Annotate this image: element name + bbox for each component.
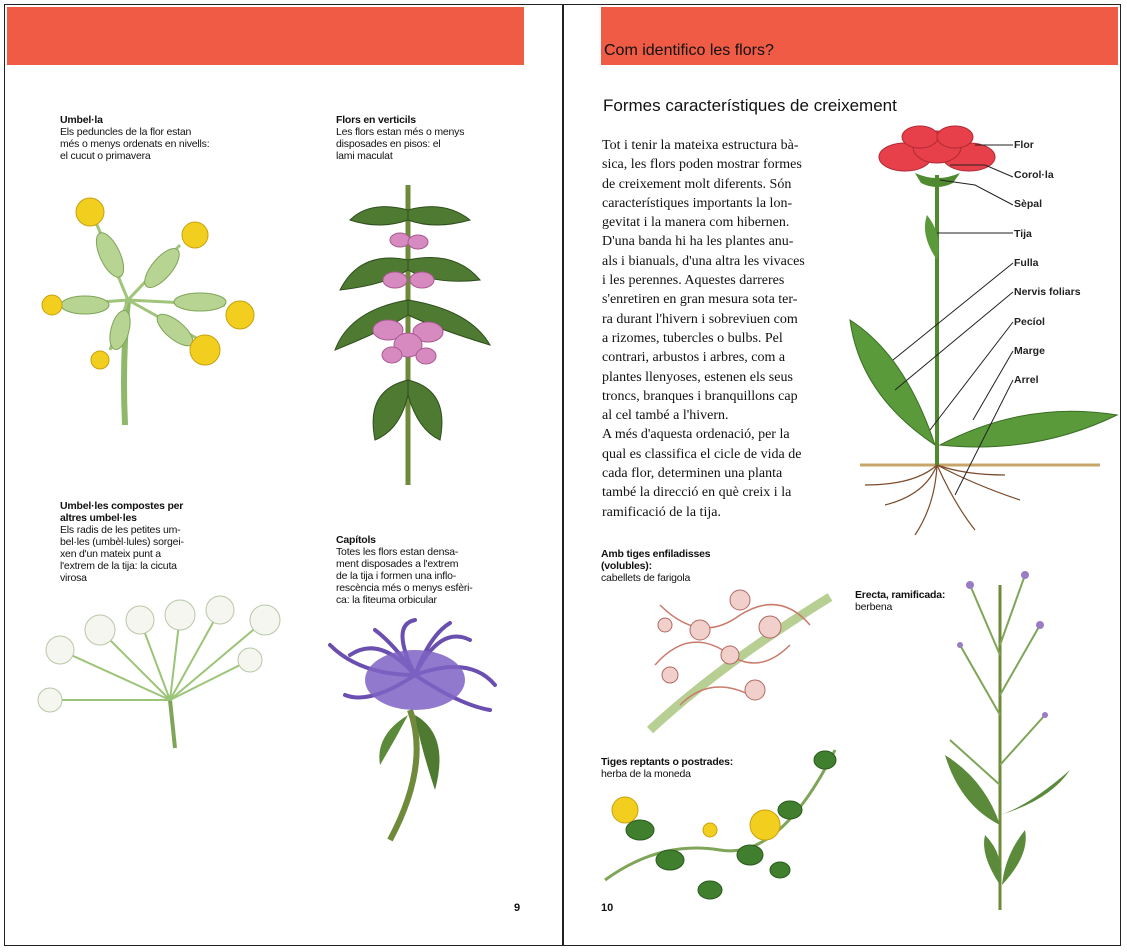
caption-umbeles-compostes <box>60 500 184 584</box>
body-line: de creixement molt diferents. Són <box>602 176 792 192</box>
header-title: Com identifico les flors? <box>604 42 774 59</box>
label-arrel: Arrel <box>1014 374 1039 386</box>
caption-line: rescència més o menys esfèri- <box>336 582 473 594</box>
label-nervis-foliars: Nervis foliars <box>1014 286 1081 298</box>
caption-line: de la tija i formen una inflo- <box>336 570 457 582</box>
caption-line: Els peduncles de la flor estan <box>60 126 192 138</box>
caption-umbela <box>60 114 209 162</box>
page-number-left: 9 <box>514 902 521 914</box>
body-line: plantes llenyoses, estenen els seus <box>602 369 793 385</box>
body-line: qual es classifica el cicle de vida de <box>602 446 802 462</box>
caption-line: virosa <box>60 572 87 584</box>
caption-line: l'extrem de la tija: la cicuta <box>60 560 177 572</box>
section-title: Formes característiques de creixement <box>603 96 897 115</box>
caption-line: ca: la fiteuma orbicular <box>336 594 437 606</box>
hemlock-illustration <box>30 590 290 750</box>
body-line: al cel també a l'hivern. <box>602 408 729 424</box>
body-line: als i bianuals, d'una altra les vivaces <box>602 253 805 269</box>
caption-line: Els radis de les petites um- <box>60 524 181 536</box>
caption-line: berbena <box>855 601 893 613</box>
caption-line: xen d'un mateix punt a <box>60 548 161 560</box>
caption-title: Umbel·la <box>60 114 103 126</box>
body-line: cada flor, determinen una planta <box>602 466 783 482</box>
header-band-left <box>7 7 524 65</box>
body-line: A més d'aquesta ordenació, per la <box>602 427 790 443</box>
label-tija: Tija <box>1014 228 1032 240</box>
body-text <box>602 136 830 522</box>
caption-line: el cucut o primavera <box>60 150 151 162</box>
caption-title: altres umbel·les <box>60 512 137 524</box>
caption-line: bel·les (umbèl·lules) sorgei- <box>60 536 184 548</box>
page-number-right: 10 <box>601 902 614 914</box>
caption-title: Umbel·les compostes per <box>60 500 184 512</box>
body-line: s'enretiren en gran mesura sota ter- <box>602 292 798 308</box>
plant-anatomy-diagram <box>845 125 1125 545</box>
label-flor: Flor <box>1014 139 1034 151</box>
body-line: ra durant l'hivern i sobreviuen com <box>602 311 798 327</box>
caption-line: cabellets de farigola <box>601 572 691 584</box>
caption-title: Erecta, ramificada: <box>855 589 946 601</box>
label-fulla: Fulla <box>1014 257 1039 269</box>
caption-title: Tiges reptants o postrades: <box>601 756 734 768</box>
caption-line: ment disposades a l'extrem <box>336 558 459 570</box>
label-corolla: Corol·la <box>1014 169 1054 181</box>
caption-title: Flors en verticils <box>336 114 416 126</box>
dodder-illustration <box>640 585 835 735</box>
caption-line: herba de la moneda <box>601 768 691 780</box>
body-line: i les perennes. Aquestes darreres <box>602 273 785 289</box>
label-peciol: Pecíol <box>1014 316 1045 328</box>
vervain-illustration <box>930 565 1080 915</box>
body-line: sica, les flors poden mostrar formes <box>602 157 802 173</box>
primrose-illustration <box>40 190 270 430</box>
page-gutter <box>562 4 564 946</box>
body-line: també la direcció en què creix i la <box>602 485 792 501</box>
label-marge: Marge <box>1014 345 1045 357</box>
caption-enfiladisses <box>601 548 710 584</box>
body-line: característiques importants la lon- <box>602 195 793 211</box>
rampion-illustration <box>320 615 510 845</box>
creeping-jenny-illustration <box>600 740 845 915</box>
caption-title: Amb tiges enfiladisses <box>601 548 711 560</box>
body-line: ramificació de la tija. <box>602 504 721 520</box>
caption-title: Capítols <box>336 534 376 546</box>
caption-capitols <box>336 534 473 606</box>
dead-nettle-illustration <box>330 180 500 490</box>
body-line: gevitat i la manera com hibernen. <box>602 215 790 231</box>
caption-line: més o menys ordenats en nivells: <box>60 138 210 150</box>
caption-line: lami maculat <box>336 150 393 162</box>
body-line: a rizomes, tubercles o bulbs. Pel <box>602 330 783 346</box>
body-line: D'una banda hi ha les plantes anu- <box>602 234 794 250</box>
body-line: troncs, branques i branquillons cap <box>602 388 798 404</box>
caption-line: Totes les flors estan densa- <box>336 546 459 558</box>
body-line: Tot i tenir la mateixa estructura bà- <box>602 138 799 153</box>
body-line: contrari, arbustos i arbres, com a <box>602 350 786 366</box>
caption-line: Les flors estan més o menys <box>336 126 465 138</box>
label-sepal: Sèpal <box>1014 198 1043 210</box>
caption-title: (volubles): <box>601 560 652 572</box>
caption-line: disposades en pisos: el <box>336 138 441 150</box>
caption-verticils <box>336 114 464 162</box>
